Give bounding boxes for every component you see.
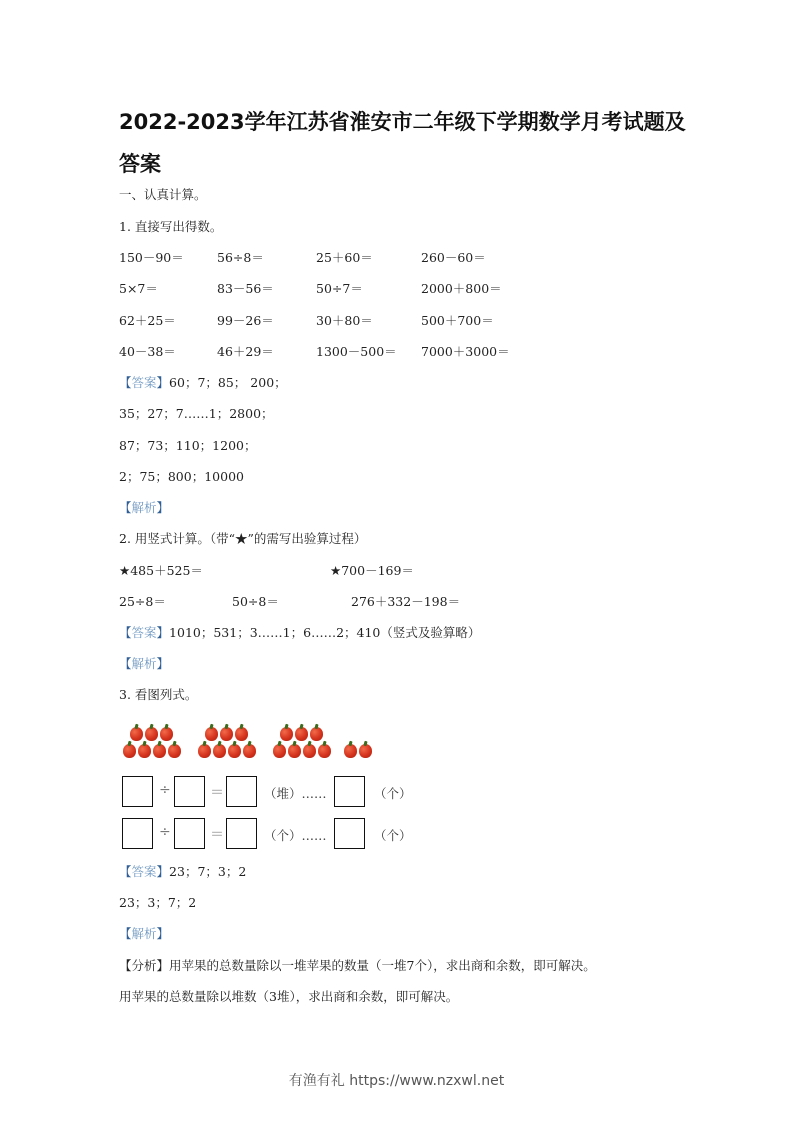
answer-line [119, 624, 480, 642]
answer-box[interactable] [122, 818, 153, 849]
calc-item: 7000＋3000＝ [421, 344, 510, 359]
apple-icon [280, 727, 293, 741]
calc-row-3 [119, 312, 679, 330]
calc-row-4 [119, 343, 679, 361]
apple-icon [295, 727, 308, 741]
answer-line: 87；73；110；1200； [119, 438, 257, 453]
answer-line [119, 863, 246, 881]
answer-box[interactable] [226, 776, 257, 807]
apple-icon [288, 744, 301, 758]
calc-item: 2000＋800＝ [421, 281, 502, 296]
title-line-1: 2022-2023学年江苏省淮安市二年级下学期数学月考试题及 [119, 110, 686, 134]
answer-tag: 【答案】 [119, 625, 170, 640]
apple-icon [273, 744, 286, 758]
calc-item: 25＋60＝ [316, 250, 373, 265]
answer-box[interactable] [174, 776, 205, 807]
apple-icon [138, 744, 151, 758]
calc-item: 83－56＝ [217, 281, 274, 296]
apple-icon [198, 744, 211, 758]
answer-line: 2；75；800；10000 [119, 469, 244, 484]
calc-item: 260－60＝ [421, 250, 486, 265]
answer-line: 23；3；7；2 [119, 895, 197, 910]
calc-item: 50÷7＝ [316, 281, 363, 296]
answer-text: 23；7；3；2 [169, 864, 247, 879]
calc-item: 40－38＝ [119, 344, 176, 359]
title-line-2: 答案 [119, 152, 161, 176]
divide-sign: ÷ [159, 824, 171, 840]
calc-row-2 [119, 280, 679, 298]
unit-label: （个） [374, 828, 412, 843]
analysis-text [119, 957, 596, 975]
calc-item: 5×7＝ [119, 281, 158, 296]
apple-icon [213, 744, 226, 758]
calc-item: 276＋332－198＝ [351, 594, 461, 609]
apple-icon [318, 744, 331, 758]
equals-sign: ＝ [210, 785, 224, 801]
analysis-tag: 【解析】 [119, 926, 170, 941]
answer-box[interactable] [122, 776, 153, 807]
apple-icon [220, 727, 233, 741]
fenxi-text: 用苹果的总数量除以一堆苹果的数量（一堆7个），求出商和余数，即可解决。 [169, 958, 596, 973]
vertical-calc-row-1 [119, 562, 679, 580]
equals-sign: ＝ [210, 827, 224, 843]
answer-line: 35；27；7……1；2800； [119, 406, 274, 421]
document-title [119, 101, 699, 185]
answer-line [119, 374, 287, 392]
apple-icon [123, 744, 136, 758]
apple-icon [145, 727, 158, 741]
section-heading: 一、认真计算。 [119, 187, 207, 202]
calc-item: 99－26＝ [217, 313, 274, 328]
calc-item: 62＋25＝ [119, 313, 176, 328]
question-3-heading: 3. 看图列式。 [119, 687, 198, 702]
apple-icon [130, 727, 143, 741]
apple-icon [359, 744, 372, 758]
vertical-calc-row-2 [119, 593, 679, 611]
apple-icon [205, 727, 218, 741]
fenxi-label: 【分析】 [119, 958, 170, 973]
calc-item: 46＋29＝ [217, 344, 274, 359]
calc-item: ★700－169＝ [330, 563, 414, 578]
apple-icon [344, 744, 357, 758]
apple-icon [310, 727, 323, 741]
calc-item: 50÷8＝ [232, 594, 279, 609]
question-2-heading: 2. 用竖式计算。（带“★”的需写出验算过程） [119, 531, 367, 546]
calc-item: 1300－500＝ [316, 344, 397, 359]
answer-box[interactable] [334, 776, 365, 807]
answer-box[interactable] [174, 818, 205, 849]
unit-label: （个） [374, 786, 412, 801]
answer-tag: 【答案】 [119, 864, 170, 879]
apple-icon [153, 744, 166, 758]
unit-label: （个）…… [264, 828, 327, 843]
analysis-tag: 【解析】 [119, 500, 170, 515]
footer-watermark: 有渔有礼 https://www.nzxwl.net [288, 1073, 505, 1089]
calc-row-1 [119, 249, 679, 267]
apple-icon [228, 744, 241, 758]
answer-text: 1010；531；3……1；6……2；410（竖式及验算略） [169, 625, 481, 640]
answer-box[interactable] [334, 818, 365, 849]
analysis-tag: 【解析】 [119, 656, 170, 671]
apple-icon [243, 744, 256, 758]
calc-item: 500＋700＝ [421, 313, 494, 328]
apple-icon [303, 744, 316, 758]
answer-box[interactable] [226, 818, 257, 849]
apple-icon [160, 727, 173, 741]
apple-icon [235, 727, 248, 741]
apple-icon [168, 744, 181, 758]
answer-tag: 【答案】 [119, 375, 170, 390]
calc-item: 150－90＝ [119, 250, 184, 265]
calc-item: 56÷8＝ [217, 250, 264, 265]
answer-text: 60；7；85； 200； [169, 375, 287, 390]
divide-sign: ÷ [159, 782, 171, 798]
calc-item: 30＋80＝ [316, 313, 373, 328]
calc-item: ★485＋525＝ [119, 563, 203, 578]
question-1-heading: 1. 直接写出得数。 [119, 219, 223, 234]
analysis-text-2: 用苹果的总数量除以堆数（3堆），求出商和余数，即可解决。 [119, 989, 459, 1004]
unit-label: （堆）…… [264, 786, 327, 801]
calc-item: 25÷8＝ [119, 594, 166, 609]
